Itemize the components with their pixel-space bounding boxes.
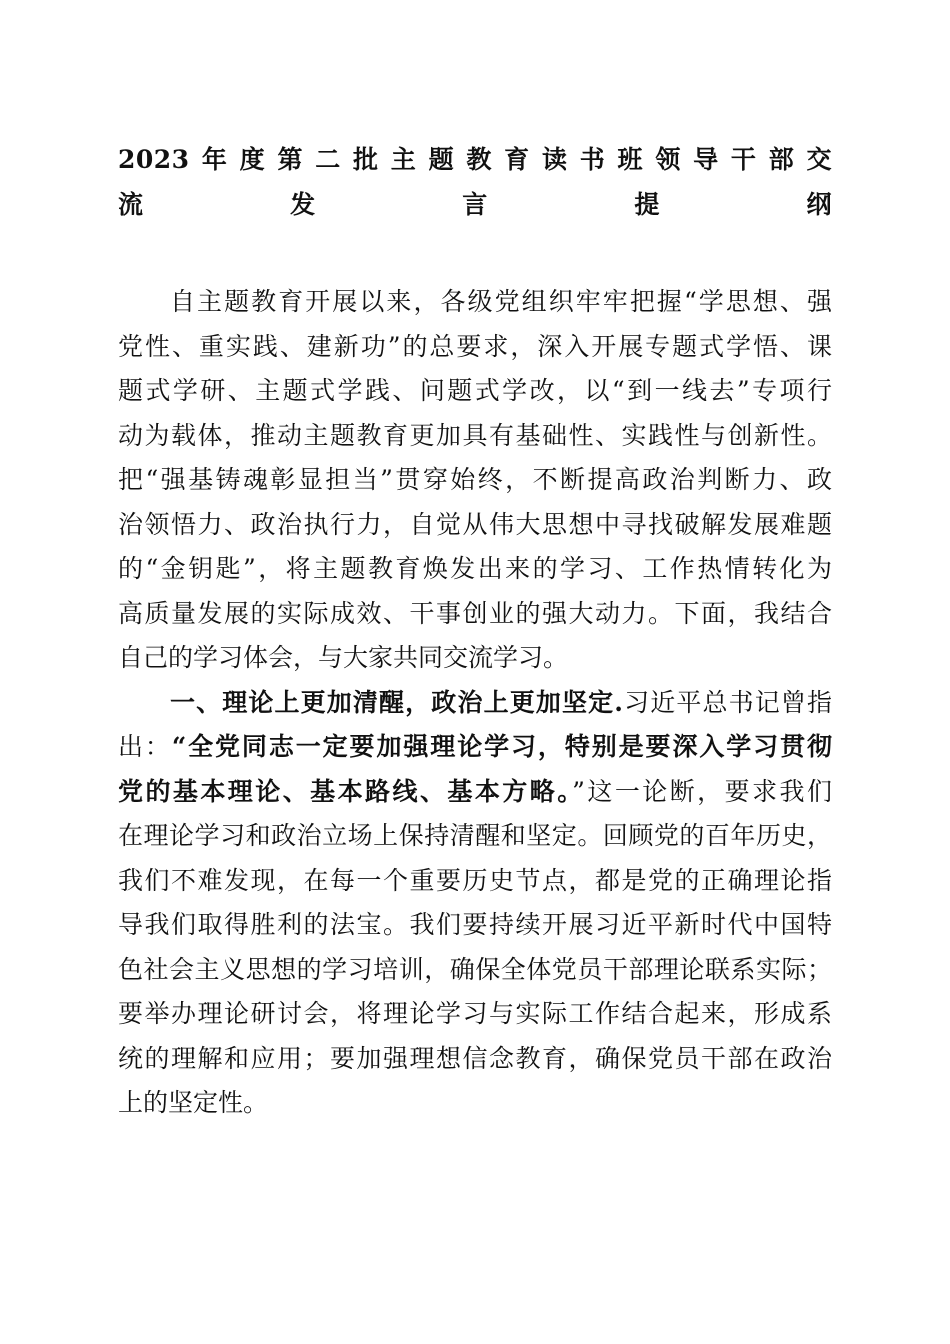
paragraph-line	[118, 725, 832, 770]
section-text: 习近平总书记曾指	[622, 687, 832, 717]
paragraph-line: 统的理解和应用；要加强理想信念教育，确保党员干部在政治	[118, 1043, 832, 1073]
paragraph-line: 自主题教育开展以来，各级党组织牢牢把握“学思想、强	[170, 287, 832, 316]
paragraph-line: 把“强基铸魂彰显担当”贯穿始终，不断提高政治判断力、政	[118, 465, 832, 494]
paragraph-line: 动为载体，推动主题教育更加具有基础性、实践性与创新性。	[118, 420, 832, 450]
paragraph-line	[118, 770, 832, 815]
paragraph-line: 的“金钥匙”，将主题教育焕发出来的学习、工作热情转化为	[118, 554, 832, 583]
paragraph-line: 治领悟力、政治执行力，自觉从伟大思想中寻找破解发展难题	[118, 509, 832, 539]
title-line-1: 2023年度第二批主题教育读书班领导干部交	[118, 145, 832, 174]
paragraph-line: 导我们取得胜利的法宝。我们要持续开展习近平新时代中国特	[118, 910, 832, 939]
paragraph-line: 在理论学习和政治立场上保持清醒和坚定。回顾党的百年历史，	[118, 821, 832, 850]
document-body	[118, 280, 832, 1126]
paragraph-line: 要举办理论研讨会，将理论学习与实际工作结合起来，形成系	[118, 999, 832, 1028]
paragraph-line: 上的坚定性。	[118, 1088, 269, 1117]
document-title	[118, 138, 832, 227]
paragraph-line: 色社会主义思想的学习培训，确保全体党员干部理论联系实际；	[118, 954, 832, 984]
section-text: 出：	[118, 732, 172, 761]
title-line-2: 流发言提纲	[118, 189, 832, 219]
paragraph-line: 自己的学习体会，与大家共同交流学习。	[118, 643, 569, 672]
paragraph-line: 高质量发展的实际成效、干事创业的强大动力。下面，我结合	[118, 598, 832, 628]
paragraph-line: 题式学研、主题式学践、问题式学改，以“到一线去”专项行	[118, 376, 832, 405]
quote-text: 党的基本理论、基本路线、基本方略。	[118, 776, 573, 806]
section-one-paragraph	[118, 681, 832, 1126]
section-text: ”这一论断，要求我们	[572, 776, 832, 806]
section-heading: 一、理论上更加清醒，政治上更加坚定.	[170, 687, 623, 717]
section-heading-line	[118, 681, 832, 726]
paragraph-line: 我们不难发现，在每一个重要历史节点，都是党的正确理论指	[118, 865, 832, 895]
paragraph-line: 党性、重实践、建新功”的总要求，深入开展专题式学悟、课	[118, 331, 832, 361]
quote-text: “全党同志一定要加强理论学习，特别是要深入学习贯彻	[171, 732, 832, 761]
intro-paragraph	[118, 280, 832, 681]
